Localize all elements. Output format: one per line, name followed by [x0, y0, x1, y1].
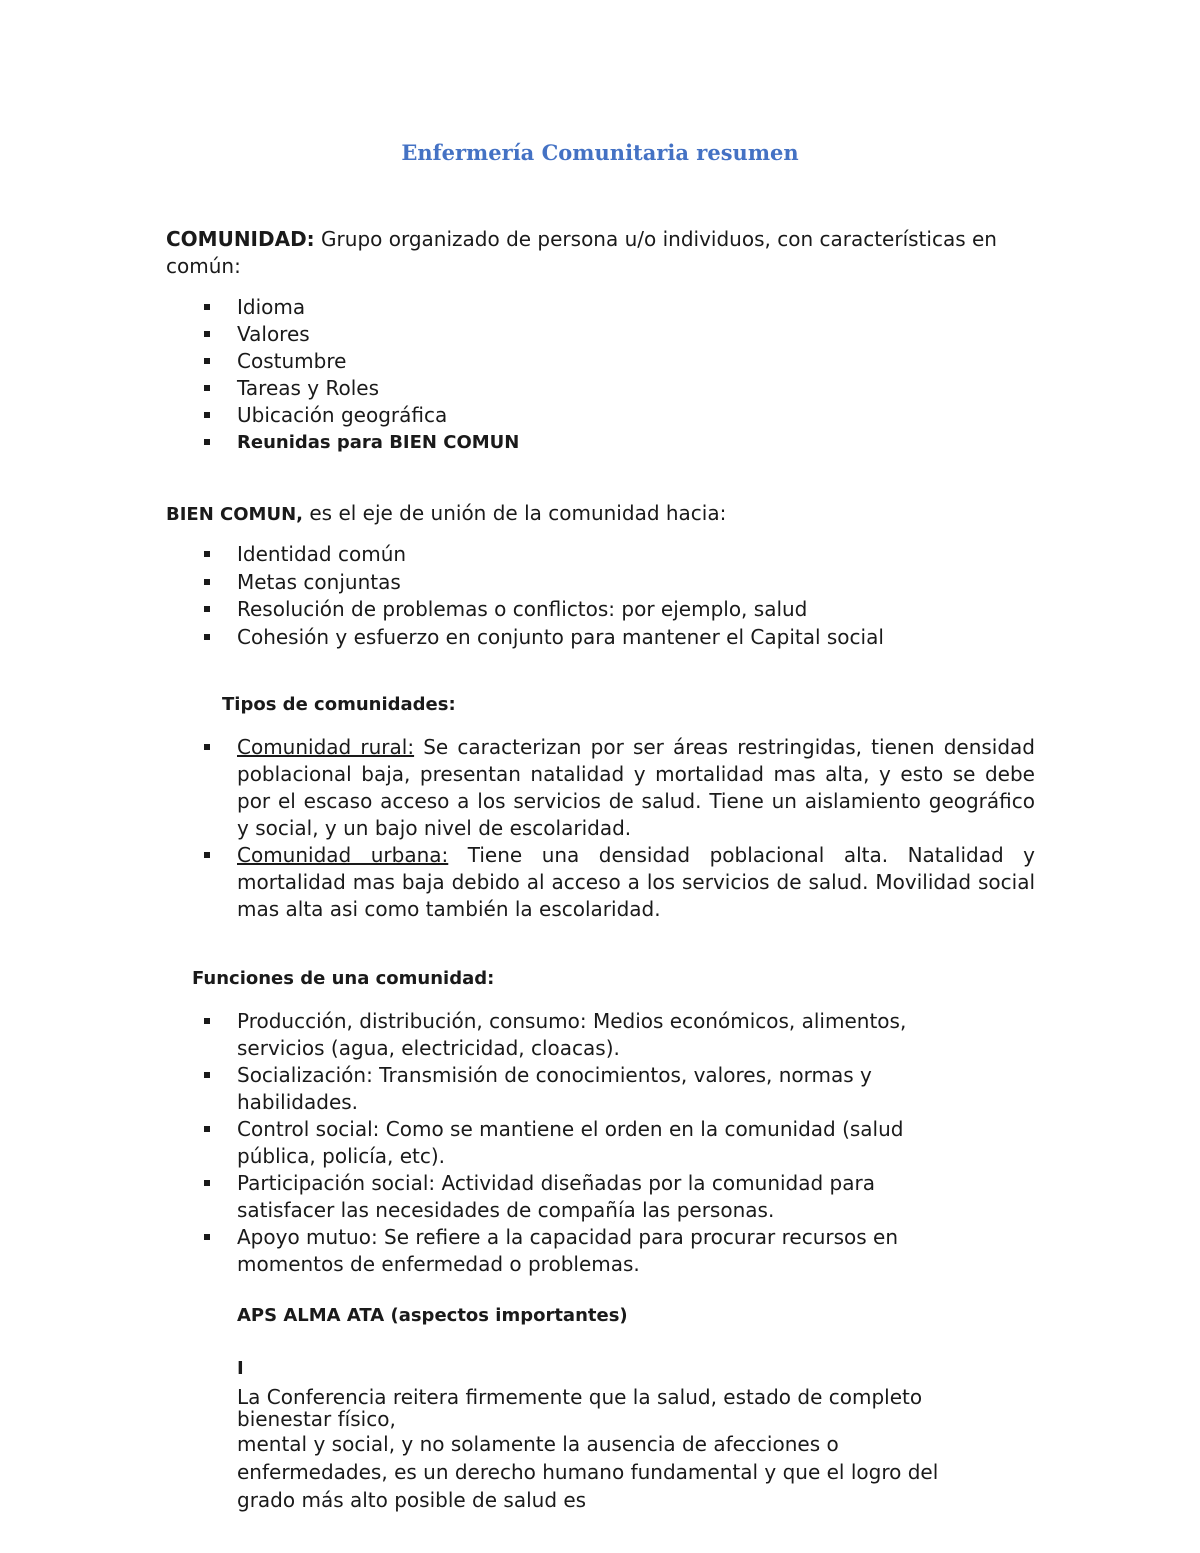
list-item: Socialización: Transmisión de conocimientos, valores, normas y habilidades.: [200, 1062, 970, 1116]
bien-comun-text: es el eje de unión de la comunidad hacia:: [303, 501, 727, 525]
bien-comun-definition: [166, 500, 1046, 528]
comunidad-text: Grupo organizado de persona u/o individuos, con características en común:: [166, 227, 997, 278]
list-item: Tareas y Roles: [200, 375, 519, 402]
list-item: Cohesión y esfuerzo en conjunto para mantener el Capital social: [200, 624, 884, 652]
list-item: Identidad común: [200, 541, 884, 569]
list-item: Participación social: Actividad diseñadas por la comunidad para satisfacer las necesidades de compañía las personas.: [200, 1170, 970, 1224]
aps-paragraph: La Conferencia reitera firmemente que la salud, estado de completo bienestar físico, mental y social, y no solamente la ausencia de afecciones o enfermedades, es un derecho humano fundamental y que el logro del grado más alto posible de salud es: [237, 1385, 939, 1512]
list-item: Apoyo mutuo: Se refiere a la capacidad para procurar recursos en momentos de enfermedad o problemas.: [200, 1224, 970, 1278]
list-item: Valores: [200, 321, 519, 348]
list-item: Comunidad rural: Se caracterizan por ser áreas restringidas, tienen densidad poblacional baja, presentan natalidad y mortalidad mas alta, y esto se debe por el escaso acceso a los servicios de salud. Tiene un aislamiento geográfico y social, y un bajo nivel de escolaridad.: [200, 734, 1035, 842]
funciones-heading: Funciones de una comunidad:: [192, 968, 495, 989]
comunidad-list: [200, 294, 519, 456]
bien-comun-term: BIEN COMUN,: [166, 504, 303, 525]
list-item: Producción, distribución, consumo: Medios económicos, alimentos, servicios (agua, electricidad, cloacas).: [200, 1008, 970, 1062]
aps-heading: APS ALMA ATA (aspectos importantes): [237, 1305, 628, 1326]
aps-numeral: I: [237, 1358, 244, 1379]
list-item: Reunidas para BIEN COMUN: [200, 429, 519, 456]
list-item: Metas conjuntas: [200, 569, 884, 597]
list-item: Resolución de problemas o conflictos: por ejemplo, salud: [200, 596, 884, 624]
document-title: Enfermería Comunitaria resumen: [401, 140, 799, 165]
list-item: Comunidad urbana: Tiene una densidad poblacional alta. Natalidad y mortalidad mas baja debido al acceso a los servicios de salud. Movilidad social mas alta asi como también la escolaridad.: [200, 842, 1035, 923]
bien-comun-list: [200, 541, 884, 651]
tipos-heading: Tipos de comunidades:: [222, 694, 456, 715]
funciones-list: [200, 1008, 970, 1278]
list-item: Control social: Como se mantiene el orden en la comunidad (salud pública, policía, etc).: [200, 1116, 970, 1170]
urbana-term: Comunidad urbana:: [237, 843, 449, 867]
comunidad-term: COMUNIDAD:: [166, 227, 315, 251]
tipos-list: [200, 734, 1035, 923]
list-item: Ubicación geográfica: [200, 402, 519, 429]
rural-term: Comunidad rural:: [237, 735, 415, 759]
list-item: Costumbre: [200, 348, 519, 375]
list-item: Idioma: [200, 294, 519, 321]
comunidad-definition: [166, 226, 1046, 280]
